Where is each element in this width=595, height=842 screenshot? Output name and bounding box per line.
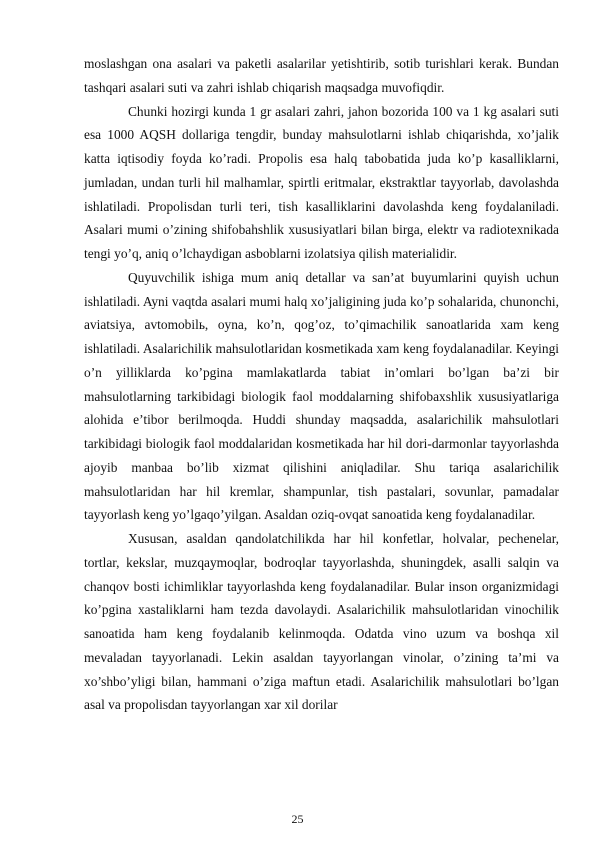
page-number: 25 bbox=[291, 812, 304, 826]
paragraph: Quyuvchilik ishiga mum aniq detallar va san’at buyumlarini quyish uchun ishlatiladi. Ayni vaqtda asalari mumi halq xo’jaligining juda ko’p sohalarida, chunonchi, aviatsiya, avtomobilь, oyna, ko’n, qog’oz, to’qimachilik sanoatlarida xam keng ishlatiladi. Asalarichilik mahsulotlaridan kosmetikada xam keng foydalanadilar. Keyingi o’n yilliklarda ko’pgina mamlakatlarda tabiat in’omlari bo’lgan ba’zi bir mahsulotlarning tarkibidagi biologik faol moddalarning shifobaxshlik xususiyatlariga alohida e’tibor berilmoqda. Huddi shunday maqsadda, asalarichilik mahsulotlari tarkibidagi biologik faol moddalaridan kosmetikada har hil dori-darmonlar tayyorlashda ajoyib manbaa bo’lib xizmat qilishini aniqladilar. Shu tariqa asalarichilik mahsulotlaridan har hil kremlar, shampunlar, tish pastalari, sovunlar, pamadalar tayyorlash keng yo’lgaqo’yilgan. Asaldan oziq-ovqat sanoatida keng foydalanadilar. bbox=[84, 269, 559, 523]
paragraph-last: Xususan, asaldan qandolatchilikda har hil konfetlar, holvalar, pechenelar, tortlar, kekslar, muzqaymoqlar, bodroqlar tayyorlashda, shuningdek, asalli salqin va chanqov bosti ichimliklar tayyorlashda keng foydalanadilar. Bular inson organizmidagi ko’pgina xastaliklarni ham tezda davolaydi. Asalarichilik mahsulotlaridan vinochilik sanoatida ham keng foydalanib kelinmoqda. Odatda vino uzum va boshqa xil mevaladan tayyorlanadi. Lekin asaldan tayyorlangan vinolar, o’zining ta’mi va xo’shbo’yligi bilan, hammani o’ziga maftun etadi. Asalarichilik mahsulotlari bo’lgan asal va propolisdan tayyorlangan xar xil dorilar bbox=[84, 531, 559, 713]
paragraph: Chunki hozirgi kunda 1 gr asalari zahri, jahon bozorida 100 va 1 kg asalari suti esa 1000 AQSH dollariga tengdir, bunday mahsulotlarni ishlab chiqarishda, xo’jalik katta iqtisodiy foyda ko’radi. Propolis esa halq tabobatida juda ko’p kasalliklarni, jumladan, undan turli hil malhamlar, spirtli eritmalar, ekstraktlar tayyorlab, davolashda ishlatiladi. Propolisdan turli teri, tish kasalliklarini davolashda keng foydalaniladi. Asalari mumi o’zining shifobahshlik xususiyatlari bilan birga, elektr va radiotexnikada tengi yo’q, aniq o’lchaydigan asboblarni izolatsiya qilish materialidir. bbox=[84, 103, 559, 261]
paragraph-continued: moslashgan ona asalari va paketli asalarilar yetishtirib, sotib turishlari kerak. Bundan tashqari asalari suti va zahri ishlab chiqarish maqsadga muvofiqdir. bbox=[84, 56, 559, 95]
body-text bbox=[84, 52, 559, 717]
